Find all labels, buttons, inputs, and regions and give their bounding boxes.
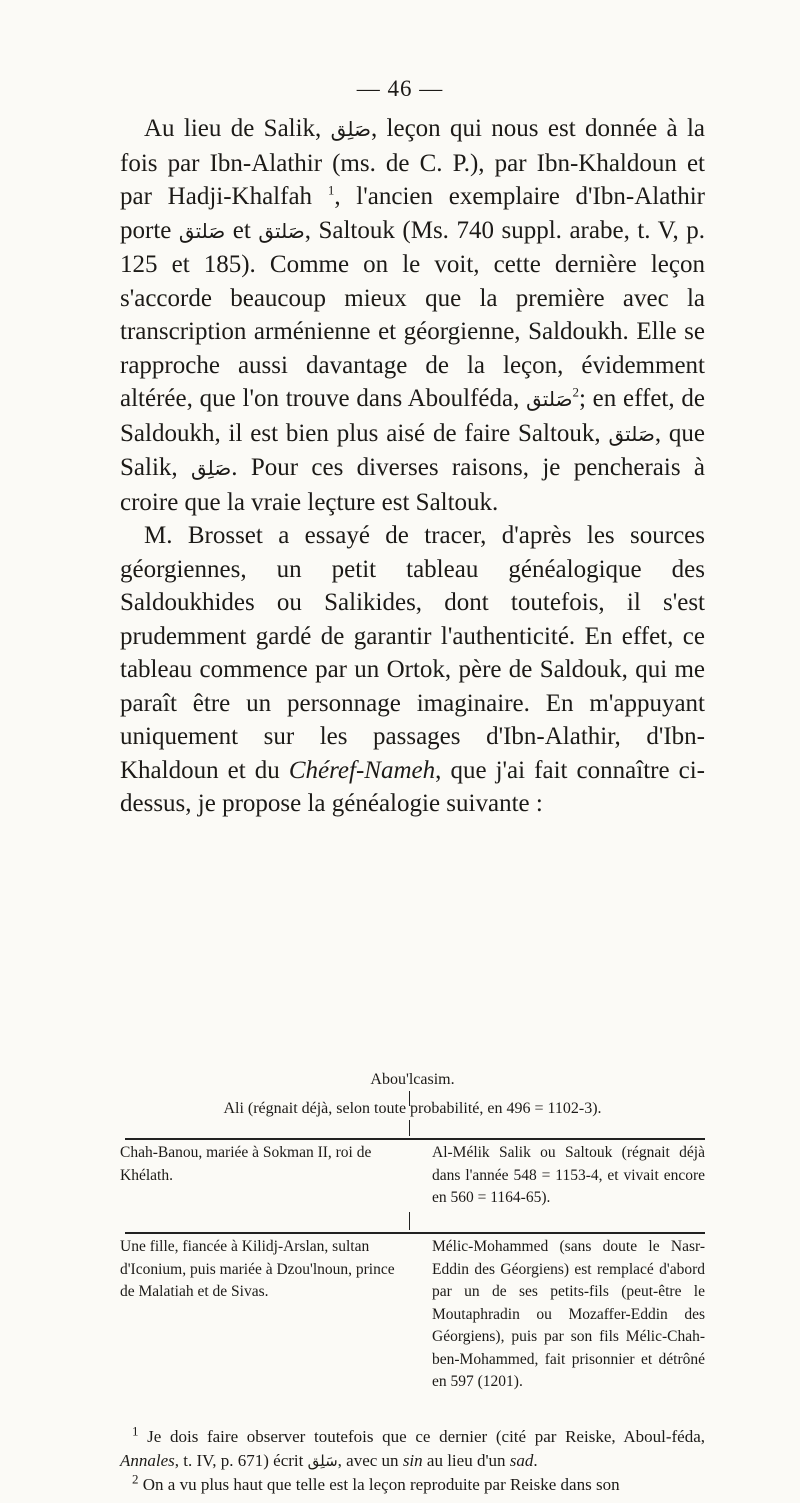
footnote-number: 1 — [132, 1423, 139, 1439]
footnote-number: 2 — [132, 1471, 139, 1487]
tree-connector — [409, 1120, 410, 1136]
text-run: Je dois faire observer toutefois que ce dernier (cité par Reiske, Aboul-féda, — [138, 1427, 705, 1446]
paragraph-2 — [120, 519, 705, 821]
footnotes — [120, 1425, 705, 1497]
footnote-1 — [120, 1425, 705, 1473]
genealogy-level-3-left: Une fille, fiancée à Kilidj-Arslan, sultan d'Iconium, puis mariée à Dzou'lnoun, prince de Malatiah et de Sivas. — [120, 1238, 395, 1300]
text-run: ; en effet, de Saldoukh, il est bien plus aisé de faire Saltouk, — [120, 385, 705, 447]
arabic-word: سَلِق — [307, 1452, 338, 1470]
footnote-ref-1[interactable]: 1 — [327, 182, 335, 198]
paragraph-1 — [120, 112, 705, 519]
text-run: , que Salik, — [120, 419, 705, 481]
text-run: On a vu plus haut que telle est la leçon reproduite par Reiske dans son — [138, 1475, 620, 1494]
arabic-word: صَلتق — [526, 387, 573, 411]
footnote-2 — [120, 1473, 705, 1497]
text-run: , t. IV, p. 671) écrit — [174, 1451, 308, 1470]
term: sin — [402, 1451, 423, 1470]
text-run: , l'ancien exemplaire d'Ibn-Alathir porte — [120, 183, 706, 244]
text-run: au lieu d'un — [422, 1451, 510, 1470]
work-title: Annales — [120, 1451, 175, 1470]
arabic-word: صَلتق — [258, 218, 305, 243]
text-run: , Saltouk (Ms. 740 suppl. arabe, t. V, p. 125 et 185). Comme on le voit, cette dernière leçon s'accorde beaucoup mieux que la première avec la transcription arménienne et géorgienne, Saldoukh. Elle se rapproche aussi davantage de la leçon, évidemment altérée, que l'on trouve dans Aboulféda, — [120, 216, 705, 412]
text-run: . — [533, 1451, 538, 1470]
text-run: et — [225, 216, 259, 244]
genealogy-root: Abou'lcasim. — [370, 1071, 455, 1088]
genealogy-level-1: Ali (régnait déjà, selon toute probabilité, en 496 = 1102-3). — [223, 1100, 602, 1117]
arabic-word: صَلتق — [178, 218, 226, 243]
text-run: . Pour ces diverses raisons, je pencherais à croire que la vraie leçture est Saltouk. — [120, 454, 705, 516]
text-run: , leçon qui nous est donnée à la fois par Ibn-Alathir (ms. de C. P.), par Ibn-Khaldoun et par Hadji-Khalfah — [120, 115, 706, 210]
text-run: M. Brosset a essayé de tracer, d'après les sources géorgiennes, un petit tableau généalogique des Saldoukhides ou Salikides, dont toutefois, il s'est prudemment gardé de garantir l'authenticité. En effet, ce tableau commence par un Ortok, père de Saldouk, qui me paraît être un personnage imaginaire. En m'appuyant uniquement sur les passages d'Ibn-Alathir, d'Ibn-Khaldoun et du — [120, 522, 705, 784]
arabic-word: صَلِق — [330, 117, 371, 141]
arabic-word: صَلِق — [190, 456, 232, 480]
text-run: , que j'ai fait connaître ci-dessus, je propose la généalogie suivante : — [120, 756, 706, 817]
text-run: , avec un — [337, 1451, 403, 1470]
tree-branch-line — [125, 1232, 705, 1234]
main-text — [120, 112, 705, 821]
footnote-ref-2[interactable]: 2 — [572, 384, 579, 400]
tree-branch-line — [125, 1138, 705, 1140]
tree-connector — [409, 1212, 410, 1230]
genealogy-level-2-left: Chah-Banou, mariée à Sokman II, roi de Khélath. — [120, 1144, 372, 1184]
term: sad — [509, 1451, 534, 1470]
text-run: Au lieu de Salik, — [144, 115, 331, 142]
page-number: — 46 — — [356, 76, 444, 101]
genealogy-level-3-right: Mélic-Mohammed (sans doute le Nasr-Eddin des Géorgiens) est remplacé d'abord par un de ses petits-fils (peut-être le Moutaphradin ou Mozaffer-Eddin des Géorgiens), puis par son fils Mélic-Chah-ben-Mohammed, fait prisonnier et détrôné en 597 (1201). — [432, 1238, 705, 1390]
genealogy-level-2-right: Al-Mélik Salik ou Saltouk (régnait déjà dans l'année 548 = 1153-4, et vivait encore en 560 = 1164-65). — [432, 1144, 705, 1206]
arabic-word: صَلتق — [608, 421, 655, 446]
work-title: Chéref-Nameh — [288, 756, 436, 784]
